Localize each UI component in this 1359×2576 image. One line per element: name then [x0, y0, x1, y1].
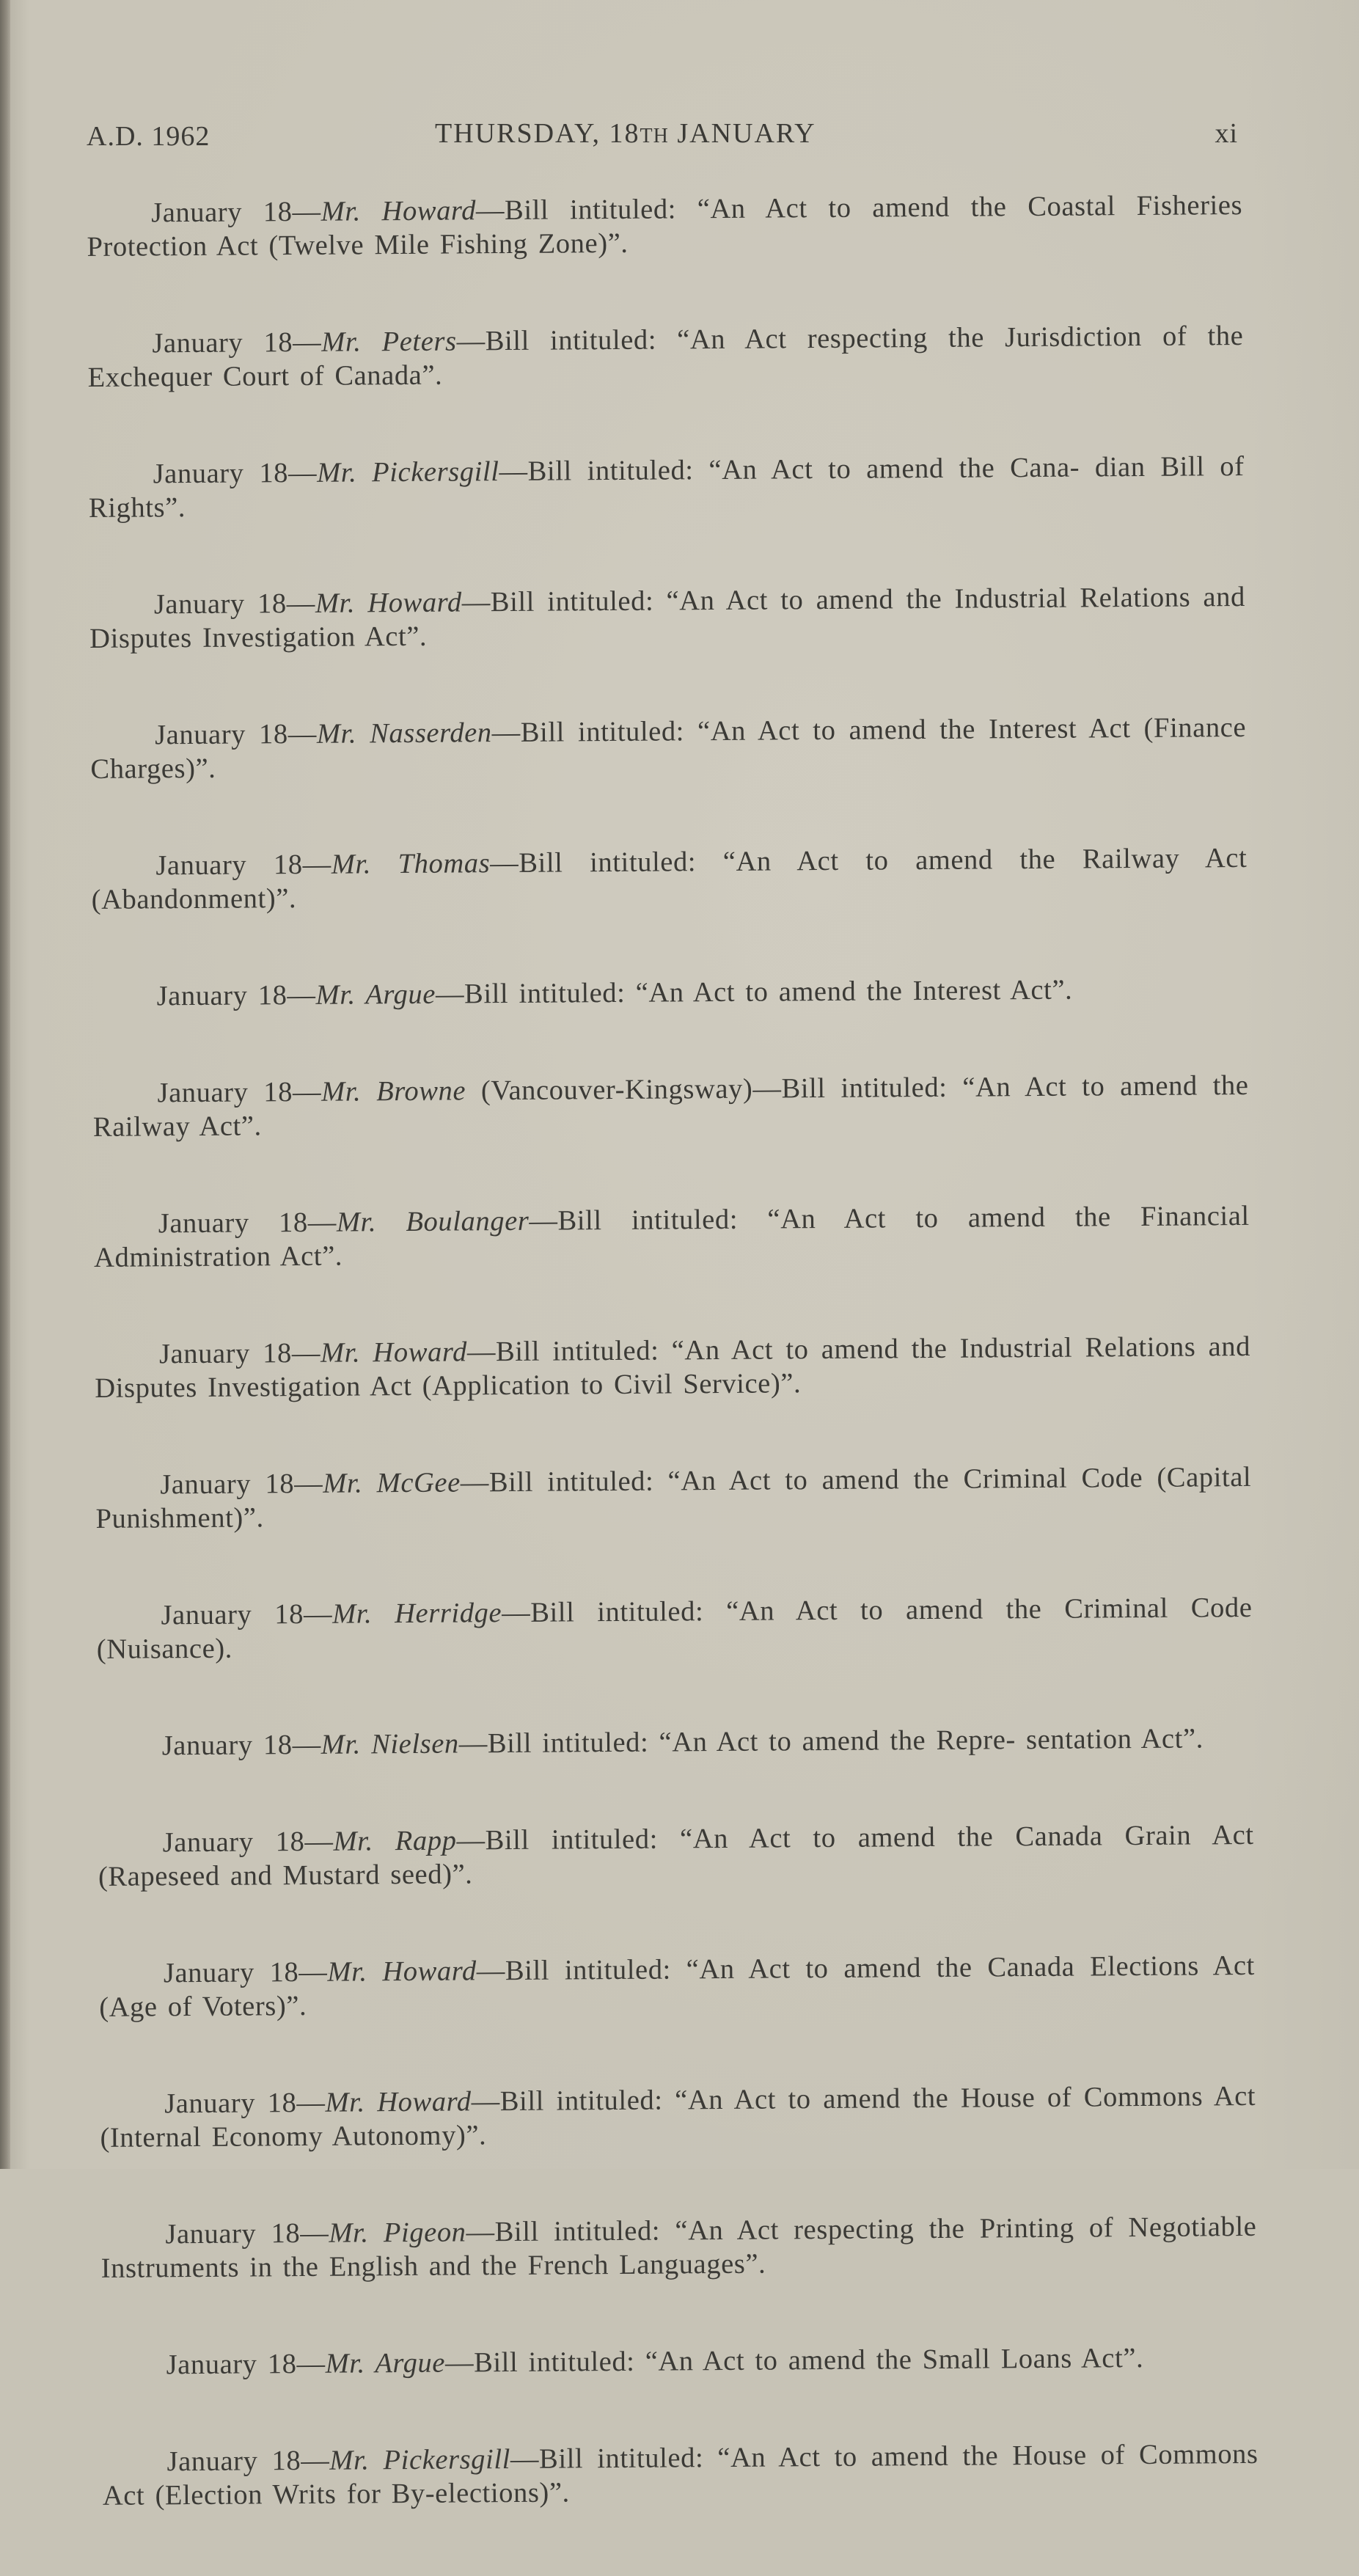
entry-text: Bill intituled: “An Act to amend the Interest Act”. — [464, 975, 1072, 1010]
page-number: xi — [1215, 117, 1238, 150]
bill-entry: January 18—Mr. Thomas—Bill intituled: “An Act to amend the Railway Act (Abandonment)”. — [91, 841, 1248, 917]
entry-member: Mr. Nasserden — [317, 717, 492, 750]
bill-entries-list — [87, 189, 1259, 2576]
entry-member: Mr. Argue — [315, 979, 436, 1011]
entry-member: Mr. McGee — [323, 1467, 461, 1499]
bill-entry: January 18—Mr. Howard—Bill intituled: “An Act to amend the House of Commons Act (Internal Economy Autonomy)”. — [100, 2079, 1256, 2155]
entry-date: January 18 — [165, 2218, 300, 2250]
entry-date: January 18 — [154, 588, 287, 620]
entry-date: January 18 — [159, 1338, 292, 1369]
entry-member: Mr. Nielsen — [321, 1729, 459, 1760]
bill-entry: January 18—Mr. Howard—Bill intituled: “An Act to amend the Industrial Relations and Disputes Investigation Act (Application to Civil Service)”. — [95, 1330, 1251, 1405]
bill-entry: January 18—Mr. Howard—Bill intituled: “An Act to amend the Industrial Relations and Disputes Investigation Act”. — [89, 580, 1246, 656]
entry-text: Bill intituled: “An Act to amend the Criminal Code (Nuisance). — [97, 1592, 1253, 1665]
entry-text: Bill intituled: “An Act to amend the Canada Grain Act (Rapeseed and Mustard seed)”. — [98, 1820, 1254, 1892]
entry-text: Bill intituled: “An Act to amend the House of Commons Act (Election Writs for By-elections)”. — [103, 2439, 1259, 2511]
entry-text: Bill intituled: “An Act to amend the Financial Administration Act”. — [94, 1201, 1250, 1273]
bill-entry: January 18—Mr. Browne (Vancouver-Kingsway)—Bill intituled: “An Act to amend the Railway Act”. — [92, 1069, 1249, 1144]
entry-text: Bill intituled: “An Act to amend the House of Commons Act (Internal Economy Autonomy)”. — [100, 2081, 1256, 2154]
entry-member: Mr. Howard — [320, 195, 476, 227]
entry-member: Mr. Pickersgill — [329, 2444, 510, 2476]
entry-member: Mr. Boulanger — [337, 1206, 530, 1238]
entry-member: Mr. Rapp — [333, 1826, 456, 1857]
entry-text: Bill intituled: “An Act to amend the Cana- dian Bill of Rights”. — [89, 451, 1245, 524]
entry-text: Bill intituled: “An Act to amend the Railway Act (Abandonment)”. — [92, 843, 1248, 915]
entry-date: January 18 — [164, 1957, 299, 1988]
entry-extra: (Vancouver-Kingsway) — [466, 1074, 753, 1107]
entry-member: Mr. Argue — [325, 2348, 445, 2379]
entry-date: January 18 — [163, 1826, 305, 1858]
entry-member: Mr. Pigeon — [329, 2217, 466, 2248]
entry-date: January 18 — [162, 1730, 293, 1761]
page-spine-shadow — [0, 0, 10, 2169]
bill-entry: January 18—Mr. Boulanger—Bill intituled: “An Act to amend the Financial Administration Act”. — [94, 1199, 1250, 1275]
entry-date: January 18 — [157, 1077, 293, 1108]
entry-date: January 18 — [155, 719, 288, 750]
entry-member: Mr. Howard — [320, 1336, 467, 1368]
bill-entry: January 18—Mr. Rapp—Bill intituled: “An Act to amend the Canada Grain Act (Rapeseed and Mustard seed)”. — [98, 1818, 1255, 1894]
entry-date: January 18 — [166, 2445, 301, 2477]
bill-entry: January 18—Mr. Argue—Bill intituled: “An Act to amend the Small Loans Act”. — [101, 2341, 1257, 2382]
entry-date: January 18 — [151, 197, 293, 228]
entry-date: January 18 — [153, 458, 288, 489]
bill-entry: January 18—Mr. Nielsen—Bill intituled: “An Act to amend the Repre- sentation Act”. — [98, 1721, 1253, 1763]
header-month: JANUARY — [669, 118, 816, 149]
bill-entry: January 18—Mr. Pickersgill—Bill intituled: “An Act to amend the Cana- dian Bill of Rights”. — [88, 450, 1245, 525]
bill-entry: January 18—Mr. Herridge—Bill intituled: “An Act to amend the Criminal Code (Nuisance). — [96, 1591, 1253, 1666]
entry-date: January 18 — [152, 327, 293, 359]
entry-member: Mr. Thomas — [331, 848, 491, 880]
entry-text: Bill intituled: “An Act to amend the Industrial Relations and Disputes Investigation Act”. — [89, 582, 1245, 654]
entry-date: January 18 — [156, 980, 287, 1011]
bill-entry: January 18—Mr. McGee—Bill intituled: “An Act to amend the Criminal Code (Capital Punishment)”. — [95, 1460, 1252, 1536]
header-year: A.D. 1962 — [87, 120, 210, 153]
entry-date: January 18 — [166, 2349, 296, 2380]
entry-text: Bill intituled: “An Act to amend the Interest Act (Finance Charges)”. — [90, 712, 1246, 785]
running-header — [87, 117, 1238, 158]
bill-entry: January 18—Mr. Nasserden—Bill intituled: “An Act to amend the Interest Act (Finance Charges)”. — [90, 711, 1247, 786]
entry-text: Bill intituled: “An Act respecting the Jurisdiction of the Exchequer Court of Canada”. — [88, 321, 1244, 393]
entry-text: Bill intituled: “An Act to amend the Repre- sentation Act”. — [488, 1723, 1204, 1759]
entry-member: Mr. Peters — [321, 326, 457, 357]
bill-entry: January 18—Mr. Pickersgill—Bill intituled: “An Act to amend the House of Commons Act (Election Writs for By-elections)”. — [102, 2437, 1259, 2513]
entry-member: Mr. Herridge — [332, 1598, 502, 1630]
entry-member: Mr. Howard — [325, 2086, 471, 2118]
entry-date: January 18 — [160, 1468, 294, 1500]
bill-entry: January 18—Mr. Howard—Bill intituled: “An Act to amend the Coastal Fisheries Protection Act (Twelve Mile Fishing Zone)”. — [87, 189, 1243, 264]
entry-member: Mr. Howard — [315, 587, 462, 618]
entry-text: Bill intituled: “An Act to amend the Coastal Fisheries Protection Act (Twelve Mile Fishing Zone)”. — [87, 190, 1242, 263]
entry-text: Bill intituled: “An Act to amend the Criminal Code (Capital Punishment)”. — [95, 1462, 1251, 1534]
entry-text: Bill intituled: “An Act respecting the Printing of Negotiable Instruments in the English and the French Languages”. — [101, 2211, 1257, 2284]
entry-member: Mr. Browne — [321, 1075, 466, 1107]
entry-member: Mr. Pickersgill — [317, 456, 499, 489]
entry-member: Mr. Howard — [327, 1955, 477, 1987]
entry-date: January 18 — [164, 2087, 297, 2119]
header-date — [435, 117, 816, 150]
bill-entry: January 18—Mr. Howard—Bill intituled: “An Act to amend the Canada Elections Act (Age of Voters)”. — [99, 1949, 1256, 2024]
entry-date: January 18 — [158, 1207, 308, 1239]
entry-date: January 18 — [155, 849, 303, 881]
header-day: THURSDAY, 18 — [435, 118, 640, 149]
entry-text: Bill intituled: “An Act to amend the Canada Elections Act (Age of Voters)”. — [99, 1950, 1255, 2023]
bill-entry: January 18—Mr. Pigeon—Bill intituled: “An Act respecting the Printing of Negotiable Instruments in the English and the French Languages”. — [100, 2210, 1257, 2286]
entry-date: January 18 — [161, 1599, 304, 1631]
bill-entry: January 18—Mr. Peters—Bill intituled: “An Act respecting the Jurisdiction of the Exchequer Court of Canada”. — [87, 319, 1244, 395]
entry-text: Bill intituled: “An Act to amend the Industrial Relations and Disputes Investigation Act (Application to Civil Service)”. — [95, 1331, 1250, 1404]
header-ordinal: TH — [640, 125, 669, 147]
entry-text: Bill intituled: “An Act to amend the Railway Act”. — [93, 1070, 1249, 1143]
entry-text: Bill intituled: “An Act to amend the Small Loans Act”. — [474, 2343, 1143, 2378]
bill-entry: January 18—Mr. Argue—Bill intituled: “An Act to amend the Interest Act”. — [92, 972, 1248, 1014]
